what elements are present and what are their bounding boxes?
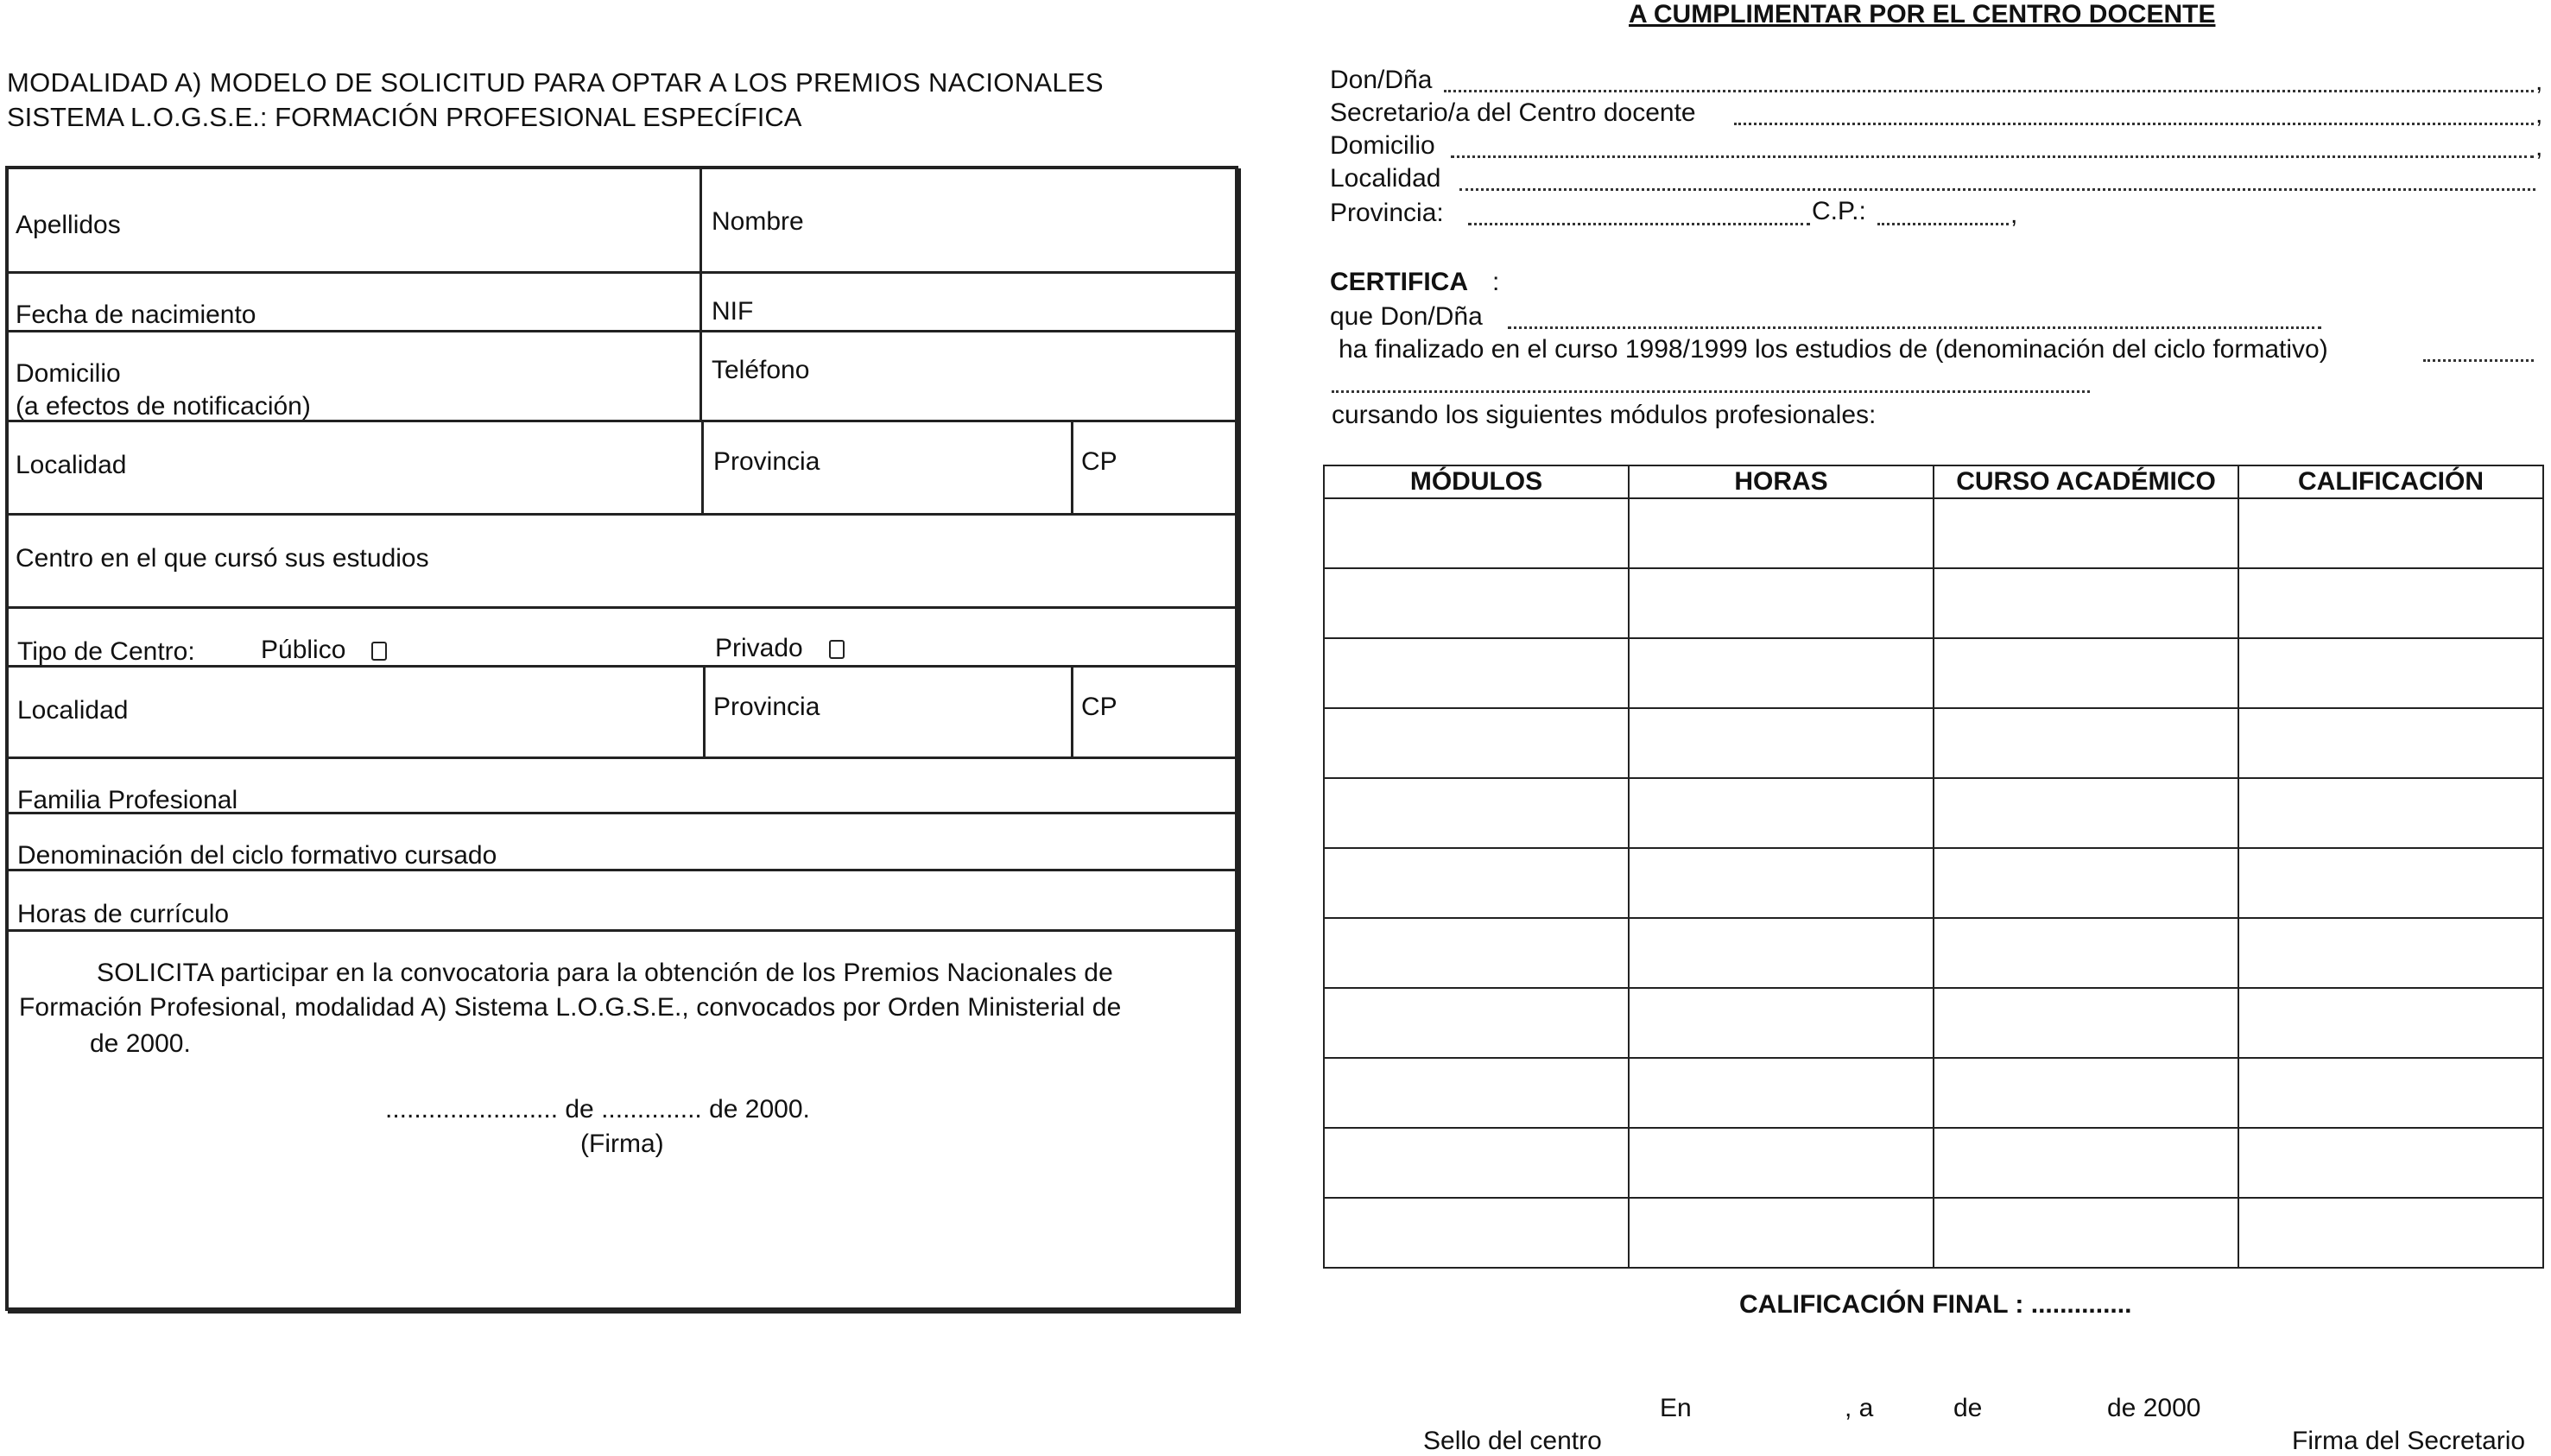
horas-cell[interactable] — [1629, 1058, 1934, 1128]
horas-cell[interactable] — [1629, 1128, 1934, 1198]
apellidos-field[interactable]: Apellidos — [16, 211, 121, 239]
modulos-header: MÓDULOS — [1324, 465, 1629, 498]
curso-cell[interactable] — [1934, 918, 2238, 988]
curso-cell[interactable] — [1934, 638, 2238, 708]
telefono-field[interactable]: Teléfono — [712, 356, 810, 384]
calificacion-cell[interactable] — [2238, 638, 2543, 708]
modulo-cell[interactable] — [1324, 1128, 1629, 1198]
nif-field[interactable]: NIF — [712, 297, 754, 326]
calificacion-cell[interactable] — [2238, 848, 2543, 918]
table-row — [1324, 708, 2543, 778]
curso-cell[interactable] — [1934, 498, 2238, 568]
calificacion-cell[interactable] — [2238, 708, 2543, 778]
horas-header: HORAS — [1629, 465, 1934, 498]
table-row — [1324, 778, 2543, 848]
secretario-fill[interactable] — [1734, 123, 2534, 125]
privado-checkbox[interactable] — [829, 640, 845, 659]
modulo-cell[interactable] — [1324, 848, 1629, 918]
fecha-firma-line[interactable]: ........................ de .............. de 2000. — [385, 1095, 810, 1124]
cp-label: C.P.: — [1812, 197, 1866, 225]
don-label: Don/Dña — [1330, 66, 1433, 94]
de-label: de — [1953, 1394, 1983, 1422]
calificacion-final[interactable]: CALIFICACIÓN FINAL : .............. — [1739, 1290, 2132, 1319]
curso-cell[interactable] — [1934, 1198, 2238, 1268]
form-title-line2: SISTEMA L.O.G.S.E.: FORMACIÓN PROFESIONAL ESPECÍFICA — [7, 102, 802, 132]
modulo-cell[interactable] — [1324, 918, 1629, 988]
de-2000-label: de 2000 — [2107, 1394, 2201, 1422]
horas-cell[interactable] — [1629, 638, 1934, 708]
privado-option[interactable] — [715, 634, 845, 663]
solicita-text-line1: SOLICITA participar en la convocatoria para la obtención de los Premios Nacionales de — [97, 959, 1114, 987]
modulo-cell[interactable] — [1324, 498, 1629, 568]
horas-cell[interactable] — [1629, 778, 1934, 848]
horas-cell[interactable] — [1629, 498, 1934, 568]
curso-cell[interactable] — [1934, 1128, 2238, 1198]
calificacion-cell[interactable] — [2238, 988, 2543, 1058]
fecha-nacimiento-field[interactable]: Fecha de nacimiento — [16, 301, 256, 329]
centro-docente-header: A CUMPLIMENTAR POR EL CENTRO DOCENTE — [1629, 0, 2216, 28]
domicilio-note: (a efectos de notificación) — [16, 392, 311, 421]
modulo-cell[interactable] — [1324, 568, 1629, 638]
cp-centro-field[interactable]: CP — [1081, 693, 1117, 721]
calificacion-cell[interactable] — [2238, 918, 2543, 988]
modulo-cell[interactable] — [1324, 1198, 1629, 1268]
nombre-field[interactable]: Nombre — [712, 207, 804, 236]
certifica-label: CERTIFICA — [1330, 268, 1468, 296]
firma-label: (Firma) — [580, 1130, 664, 1158]
horas-cell[interactable] — [1629, 568, 1934, 638]
calificacion-cell[interactable] — [2238, 568, 2543, 638]
a-label: , a — [1845, 1394, 1874, 1422]
calificacion-cell[interactable] — [2238, 1198, 2543, 1268]
publico-checkbox[interactable] — [371, 642, 387, 661]
curso-cell[interactable] — [1934, 778, 2238, 848]
table-row — [1324, 568, 2543, 638]
modulo-cell[interactable] — [1324, 1058, 1629, 1128]
ha-finalizado-text: ha finalizado en el curso 1998/1999 los estudios de (denominación del ciclo formativo) — [1339, 335, 2328, 364]
horas-cell[interactable] — [1629, 988, 1934, 1058]
curso-cell[interactable] — [1934, 988, 2238, 1058]
localidad-field[interactable]: Localidad — [16, 451, 127, 479]
en-label: En — [1660, 1394, 1692, 1422]
curso-cell[interactable] — [1934, 1058, 2238, 1128]
horas-cell[interactable] — [1629, 848, 1934, 918]
curso-cell[interactable] — [1934, 568, 2238, 638]
localidad-label: Localidad — [1330, 164, 1441, 193]
cursando-text: cursando los siguientes módulos profesionales: — [1332, 401, 1877, 429]
provincia-centro-field[interactable]: Provincia — [713, 693, 820, 721]
provincia-fill[interactable] — [1468, 223, 1810, 225]
table-row — [1324, 1128, 2543, 1198]
domicilio-fill[interactable] — [1451, 155, 2534, 158]
calificacion-header: CALIFICACIÓN — [2238, 465, 2543, 498]
table-header-row — [1324, 465, 2543, 498]
ciclo-fill[interactable] — [2423, 359, 2534, 362]
table-row — [1324, 848, 2543, 918]
curso-academico-header: CURSO ACADÉMICO — [1934, 465, 2238, 498]
form-title-line1: MODALIDAD A) MODELO DE SOLICITUD PARA OPTAR A LOS PREMIOS NACIONALES — [7, 67, 1104, 98]
horas-cell[interactable] — [1629, 1198, 1934, 1268]
calificacion-cell[interactable] — [2238, 498, 2543, 568]
sello-centro-label: Sello del centro — [1423, 1427, 1602, 1455]
secretario-label: Secretario/a del Centro docente — [1330, 98, 1696, 127]
table-row — [1324, 988, 2543, 1058]
denominacion-ciclo-field[interactable]: Denominación del ciclo formativo cursado — [17, 841, 497, 870]
calificacion-cell[interactable] — [2238, 778, 2543, 848]
horas-curriculo-field[interactable]: Horas de currículo — [17, 900, 230, 928]
ciclo-fill-2[interactable] — [1332, 390, 2090, 393]
domicilio-field[interactable]: Domicilio — [16, 359, 121, 388]
cp-fill[interactable] — [1877, 223, 2009, 225]
publico-option[interactable] — [261, 636, 387, 665]
curso-cell[interactable] — [1934, 708, 2238, 778]
provincia-label: Provincia: — [1330, 199, 1444, 227]
table-row — [1324, 918, 2543, 988]
don-fill[interactable] — [1444, 90, 2534, 92]
table-row — [1324, 498, 2543, 568]
solicita-text-line3: de 2000. — [90, 1029, 191, 1058]
calificacion-cell[interactable] — [2238, 1128, 2543, 1198]
familia-profesional-field[interactable]: Familia Profesional — [17, 786, 238, 814]
horas-cell[interactable] — [1629, 918, 1934, 988]
privado-label: Privado — [715, 634, 803, 662]
horas-cell[interactable] — [1629, 708, 1934, 778]
modulo-cell[interactable] — [1324, 708, 1629, 778]
que-don-fill[interactable] — [1508, 326, 2321, 329]
domicilio-label: Domicilio — [1330, 131, 1435, 160]
firma-secretario-label: Firma del Secretario — [2292, 1427, 2526, 1455]
que-don-label: que Don/Dña — [1330, 302, 1483, 331]
modulo-cell[interactable] — [1324, 638, 1629, 708]
solicita-text-line2: Formación Profesional, modalidad A) Sistema L.O.G.S.E., convocados por Orden Ministerial de — [19, 993, 1122, 1022]
centro-field[interactable]: Centro en el que cursó sus estudios — [16, 544, 429, 573]
tipo-centro-label: Tipo de Centro: — [17, 637, 195, 666]
provincia-field[interactable]: Provincia — [713, 447, 820, 476]
table-row — [1324, 1198, 2543, 1268]
table-row — [1324, 1058, 2543, 1128]
modulos-table — [1323, 465, 2544, 1269]
table-row — [1324, 638, 2543, 708]
curso-cell[interactable] — [1934, 848, 2238, 918]
cp-field[interactable]: CP — [1081, 447, 1117, 476]
localidad-centro-field[interactable]: Localidad — [17, 696, 129, 725]
calificacion-cell[interactable] — [2238, 1058, 2543, 1128]
modulo-cell[interactable] — [1324, 988, 1629, 1058]
publico-label: Público — [261, 636, 346, 664]
localidad-fill[interactable] — [1459, 188, 2535, 191]
modulo-cell[interactable] — [1324, 778, 1629, 848]
